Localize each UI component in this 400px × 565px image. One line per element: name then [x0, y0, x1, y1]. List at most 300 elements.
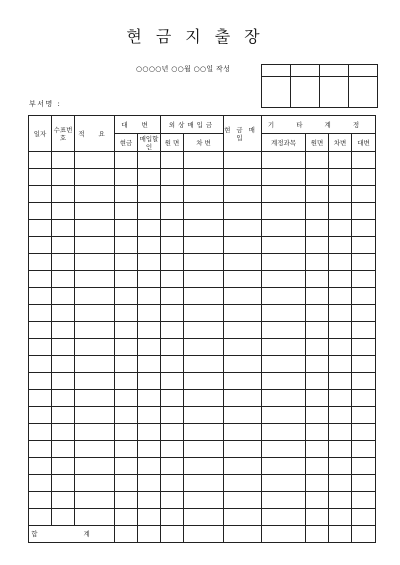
cell-voucher[interactable] [52, 203, 75, 220]
cell-credit[interactable] [352, 220, 376, 237]
cell-ap-page[interactable] [161, 322, 184, 339]
total-cell[interactable] [138, 526, 161, 543]
cell-ap-page[interactable] [161, 152, 184, 169]
cell-account[interactable] [262, 152, 306, 169]
cell-voucher[interactable] [52, 390, 75, 407]
cell-cash[interactable] [115, 237, 138, 254]
cell-purchase-discount[interactable] [138, 475, 161, 492]
cell-ap-page[interactable] [161, 186, 184, 203]
cell-account[interactable] [262, 458, 306, 475]
cell-summary[interactable] [75, 288, 115, 305]
page-title: 현금지출장 [126, 27, 274, 46]
cell-purchase-discount[interactable] [138, 169, 161, 186]
cell-summary[interactable] [75, 441, 115, 458]
cell-ap-debit[interactable] [184, 169, 224, 186]
cell-ap-page[interactable] [161, 373, 184, 390]
cell-page[interactable] [306, 288, 329, 305]
total-cell[interactable] [115, 526, 138, 543]
cell-ap-page[interactable] [161, 509, 184, 526]
cell-page[interactable] [306, 220, 329, 237]
cell-purchase-discount[interactable] [138, 492, 161, 509]
cell-ap-debit[interactable] [184, 237, 224, 254]
cell-page[interactable] [306, 441, 329, 458]
cell-purchase-discount[interactable] [138, 322, 161, 339]
cell-cash-purchase[interactable] [224, 169, 262, 186]
cell-debit[interactable] [329, 475, 352, 492]
cell-ap-debit[interactable] [184, 339, 224, 356]
cell-summary[interactable] [75, 271, 115, 288]
cell-page[interactable] [306, 458, 329, 475]
cell-ap-page[interactable] [161, 458, 184, 475]
cell-date[interactable] [29, 169, 52, 186]
cell-debit[interactable] [329, 254, 352, 271]
cell-purchase-discount[interactable] [138, 220, 161, 237]
cell-voucher[interactable] [52, 237, 75, 254]
cell-date[interactable] [29, 373, 52, 390]
cell-summary[interactable] [75, 475, 115, 492]
cell-cash-purchase[interactable] [224, 203, 262, 220]
cell-ap-page[interactable] [161, 271, 184, 288]
cell-debit[interactable] [329, 390, 352, 407]
cell-summary[interactable] [75, 458, 115, 475]
cell-debit[interactable] [329, 458, 352, 475]
col-debit-header: 차변 [329, 134, 352, 152]
cell-date[interactable] [29, 288, 52, 305]
cell-ap-debit[interactable] [184, 152, 224, 169]
cell-cash[interactable] [115, 373, 138, 390]
cell-cash[interactable] [115, 305, 138, 322]
cell-debit[interactable] [329, 305, 352, 322]
cell-credit[interactable] [352, 322, 376, 339]
cell-cash-purchase[interactable] [224, 441, 262, 458]
cell-credit[interactable] [352, 424, 376, 441]
cell-purchase-discount[interactable] [138, 509, 161, 526]
cell-credit[interactable] [352, 339, 376, 356]
cell-cash-purchase[interactable] [224, 220, 262, 237]
cell-ap-page[interactable] [161, 424, 184, 441]
cell-cash[interactable] [115, 220, 138, 237]
cell-account[interactable] [262, 169, 306, 186]
cell-account[interactable] [262, 509, 306, 526]
cell-page[interactable] [306, 203, 329, 220]
cell-account[interactable] [262, 288, 306, 305]
total-cell[interactable] [184, 526, 224, 543]
approval-cell[interactable] [262, 65, 291, 77]
cell-cash-purchase[interactable] [224, 509, 262, 526]
cell-ap-page[interactable] [161, 407, 184, 424]
cell-date[interactable] [29, 203, 52, 220]
total-cell[interactable] [224, 526, 262, 543]
cell-summary[interactable] [75, 373, 115, 390]
cell-voucher[interactable] [52, 169, 75, 186]
cell-purchase-discount[interactable] [138, 288, 161, 305]
cell-summary[interactable] [75, 203, 115, 220]
cell-cash-purchase[interactable] [224, 152, 262, 169]
cell-cash[interactable] [115, 186, 138, 203]
cell-credit[interactable] [352, 186, 376, 203]
cell-voucher[interactable] [52, 356, 75, 373]
cell-debit[interactable] [329, 203, 352, 220]
cell-page[interactable] [306, 322, 329, 339]
cell-cash[interactable] [115, 271, 138, 288]
cell-purchase-discount[interactable] [138, 339, 161, 356]
cell-debit[interactable] [329, 271, 352, 288]
cell-ap-page[interactable] [161, 305, 184, 322]
cell-cash-purchase[interactable] [224, 339, 262, 356]
cell-cash[interactable] [115, 407, 138, 424]
cell-date[interactable] [29, 458, 52, 475]
cell-date[interactable] [29, 186, 52, 203]
cell-summary[interactable] [75, 390, 115, 407]
cell-ap-debit[interactable] [184, 458, 224, 475]
cell-debit[interactable] [329, 407, 352, 424]
cell-purchase-discount[interactable] [138, 458, 161, 475]
total-cell[interactable] [306, 526, 329, 543]
cell-purchase-discount[interactable] [138, 186, 161, 203]
cell-credit[interactable] [352, 492, 376, 509]
credit-group-header: 대 변 [115, 116, 161, 134]
cell-ap-page[interactable] [161, 220, 184, 237]
cell-page[interactable] [306, 237, 329, 254]
cell-ap-debit[interactable] [184, 407, 224, 424]
cell-account[interactable] [262, 203, 306, 220]
cell-ap-debit[interactable] [184, 254, 224, 271]
header-row-1 [29, 116, 376, 134]
approval-cell[interactable] [291, 77, 320, 108]
cell-purchase-discount[interactable] [138, 254, 161, 271]
cell-voucher[interactable] [52, 305, 75, 322]
cell-credit[interactable] [352, 475, 376, 492]
cell-cash-purchase[interactable] [224, 407, 262, 424]
cell-cash[interactable] [115, 441, 138, 458]
cell-ap-debit[interactable] [184, 356, 224, 373]
cell-debit[interactable] [329, 373, 352, 390]
cell-summary[interactable] [75, 186, 115, 203]
cell-debit[interactable] [329, 441, 352, 458]
cell-ap-debit[interactable] [184, 390, 224, 407]
cell-page[interactable] [306, 356, 329, 373]
cell-date[interactable] [29, 509, 52, 526]
cell-cash[interactable] [115, 356, 138, 373]
table-row [29, 322, 376, 339]
cell-cash-purchase[interactable] [224, 373, 262, 390]
col-account-header: 계정과목 [262, 134, 306, 152]
cell-page[interactable] [306, 152, 329, 169]
cell-cash[interactable] [115, 169, 138, 186]
cell-cash-purchase[interactable] [224, 492, 262, 509]
cell-ap-debit[interactable] [184, 220, 224, 237]
cell-ap-page[interactable] [161, 254, 184, 271]
approval-cell[interactable] [349, 77, 378, 108]
cell-page[interactable] [306, 254, 329, 271]
cell-voucher[interactable] [52, 373, 75, 390]
cell-account[interactable] [262, 407, 306, 424]
cell-cash-purchase[interactable] [224, 305, 262, 322]
cell-cash[interactable] [115, 288, 138, 305]
cell-debit[interactable] [329, 152, 352, 169]
cell-purchase-discount[interactable] [138, 356, 161, 373]
cell-cash[interactable] [115, 458, 138, 475]
cell-credit[interactable] [352, 407, 376, 424]
cell-credit[interactable] [352, 458, 376, 475]
cell-cash[interactable] [115, 475, 138, 492]
cell-account[interactable] [262, 237, 306, 254]
cell-date[interactable] [29, 305, 52, 322]
cell-ap-debit[interactable] [184, 441, 224, 458]
cell-ap-debit[interactable] [184, 186, 224, 203]
cell-page[interactable] [306, 492, 329, 509]
cell-date[interactable] [29, 322, 52, 339]
approval-cell[interactable] [291, 65, 320, 77]
cell-page[interactable] [306, 305, 329, 322]
table-row [29, 288, 376, 305]
cell-debit[interactable] [329, 424, 352, 441]
cell-summary[interactable] [75, 492, 115, 509]
cell-account[interactable] [262, 441, 306, 458]
cell-cash[interactable] [115, 339, 138, 356]
cell-purchase-discount[interactable] [138, 203, 161, 220]
cell-cash[interactable] [115, 254, 138, 271]
cell-purchase-discount[interactable] [138, 407, 161, 424]
cell-debit[interactable] [329, 186, 352, 203]
cell-cash[interactable] [115, 152, 138, 169]
cell-debit[interactable] [329, 509, 352, 526]
cell-summary[interactable] [75, 407, 115, 424]
cell-credit[interactable] [352, 288, 376, 305]
cell-date[interactable] [29, 339, 52, 356]
cell-account[interactable] [262, 492, 306, 509]
cell-cash-purchase[interactable] [224, 424, 262, 441]
cell-voucher[interactable] [52, 441, 75, 458]
cell-ap-debit[interactable] [184, 288, 224, 305]
approval-cell[interactable] [262, 77, 291, 108]
cell-ap-page[interactable] [161, 441, 184, 458]
col-cash-purchase-header: 현금매입 [224, 116, 262, 152]
table-row [29, 254, 376, 271]
cell-cash-purchase[interactable] [224, 475, 262, 492]
approval-cell[interactable] [320, 77, 349, 108]
total-cell[interactable] [262, 526, 306, 543]
cell-credit[interactable] [352, 373, 376, 390]
cell-cash-purchase[interactable] [224, 458, 262, 475]
cell-credit[interactable] [352, 441, 376, 458]
cell-page[interactable] [306, 186, 329, 203]
cell-summary[interactable] [75, 152, 115, 169]
col-date-header: 일자 [29, 116, 52, 152]
table-row [29, 220, 376, 237]
cell-ap-debit[interactable] [184, 373, 224, 390]
cell-voucher[interactable] [52, 458, 75, 475]
cell-debit[interactable] [329, 356, 352, 373]
cell-account[interactable] [262, 220, 306, 237]
cell-page[interactable] [306, 407, 329, 424]
cell-summary[interactable] [75, 237, 115, 254]
cell-date[interactable] [29, 492, 52, 509]
cell-ap-debit[interactable] [184, 305, 224, 322]
cell-date[interactable] [29, 441, 52, 458]
cell-page[interactable] [306, 339, 329, 356]
cell-purchase-discount[interactable] [138, 305, 161, 322]
cell-purchase-discount[interactable] [138, 424, 161, 441]
cell-cash[interactable] [115, 424, 138, 441]
cell-credit[interactable] [352, 203, 376, 220]
cell-summary[interactable] [75, 254, 115, 271]
cell-credit[interactable] [352, 509, 376, 526]
cell-summary[interactable] [75, 169, 115, 186]
cell-cash[interactable] [115, 390, 138, 407]
cell-account[interactable] [262, 390, 306, 407]
cell-ap-page[interactable] [161, 492, 184, 509]
cell-page[interactable] [306, 475, 329, 492]
cell-cash[interactable] [115, 203, 138, 220]
cell-ap-page[interactable] [161, 475, 184, 492]
cell-voucher[interactable] [52, 407, 75, 424]
cell-voucher[interactable] [52, 186, 75, 203]
cell-ap-page[interactable] [161, 390, 184, 407]
cell-page[interactable] [306, 373, 329, 390]
cell-credit[interactable] [352, 237, 376, 254]
table-row [29, 356, 376, 373]
cell-page[interactable] [306, 390, 329, 407]
cell-summary[interactable] [75, 322, 115, 339]
cell-ap-page[interactable] [161, 356, 184, 373]
cell-credit[interactable] [352, 271, 376, 288]
cell-voucher[interactable] [52, 339, 75, 356]
cell-date[interactable] [29, 390, 52, 407]
cell-debit[interactable] [329, 237, 352, 254]
cell-account[interactable] [262, 186, 306, 203]
table-row [29, 373, 376, 390]
cell-credit[interactable] [352, 390, 376, 407]
cell-cash-purchase[interactable] [224, 288, 262, 305]
cell-debit[interactable] [329, 339, 352, 356]
cell-summary[interactable] [75, 509, 115, 526]
cell-date[interactable] [29, 254, 52, 271]
cell-date[interactable] [29, 407, 52, 424]
cell-summary[interactable] [75, 339, 115, 356]
cell-date[interactable] [29, 475, 52, 492]
cell-ap-debit[interactable] [184, 475, 224, 492]
cell-account[interactable] [262, 322, 306, 339]
cell-account[interactable] [262, 475, 306, 492]
cell-summary[interactable] [75, 220, 115, 237]
cell-purchase-discount[interactable] [138, 237, 161, 254]
cell-voucher[interactable] [52, 288, 75, 305]
cell-account[interactable] [262, 305, 306, 322]
cell-voucher[interactable] [52, 271, 75, 288]
cell-ap-page[interactable] [161, 288, 184, 305]
cell-account[interactable] [262, 356, 306, 373]
cell-cash-purchase[interactable] [224, 271, 262, 288]
cell-debit[interactable] [329, 220, 352, 237]
cell-account[interactable] [262, 339, 306, 356]
cell-purchase-discount[interactable] [138, 152, 161, 169]
cell-date[interactable] [29, 237, 52, 254]
cell-debit[interactable] [329, 322, 352, 339]
cell-cash[interactable] [115, 492, 138, 509]
cell-ap-debit[interactable] [184, 424, 224, 441]
total-label: 합 계 [29, 526, 115, 543]
cell-cash-purchase[interactable] [224, 390, 262, 407]
cell-voucher[interactable] [52, 475, 75, 492]
cell-purchase-discount[interactable] [138, 373, 161, 390]
approval-cell[interactable] [320, 65, 349, 77]
cell-date[interactable] [29, 152, 52, 169]
cell-ap-debit[interactable] [184, 492, 224, 509]
total-cell[interactable] [329, 526, 352, 543]
table-row [29, 203, 376, 220]
cell-summary[interactable] [75, 356, 115, 373]
cell-purchase-discount[interactable] [138, 441, 161, 458]
approval-cell[interactable] [349, 65, 378, 77]
cell-summary[interactable] [75, 424, 115, 441]
cell-page[interactable] [306, 271, 329, 288]
total-cell[interactable] [161, 526, 184, 543]
cell-summary[interactable] [75, 305, 115, 322]
table-row [29, 475, 376, 492]
cell-ap-page[interactable] [161, 203, 184, 220]
cell-date[interactable] [29, 271, 52, 288]
cell-account[interactable] [262, 271, 306, 288]
cell-voucher[interactable] [52, 322, 75, 339]
cell-credit[interactable] [352, 305, 376, 322]
cell-cash-purchase[interactable] [224, 237, 262, 254]
cell-credit[interactable] [352, 356, 376, 373]
table-row [29, 271, 376, 288]
cell-cash-purchase[interactable] [224, 254, 262, 271]
cell-voucher[interactable] [52, 492, 75, 509]
cell-cash-purchase[interactable] [224, 186, 262, 203]
cell-credit[interactable] [352, 152, 376, 169]
cell-voucher[interactable] [52, 220, 75, 237]
cell-page[interactable] [306, 424, 329, 441]
cell-voucher[interactable] [52, 152, 75, 169]
cell-ap-page[interactable] [161, 237, 184, 254]
cell-purchase-discount[interactable] [138, 390, 161, 407]
cell-account[interactable] [262, 254, 306, 271]
cell-voucher[interactable] [52, 424, 75, 441]
cell-debit[interactable] [329, 492, 352, 509]
cell-voucher[interactable] [52, 254, 75, 271]
cell-ap-debit[interactable] [184, 322, 224, 339]
cell-cash-purchase[interactable] [224, 356, 262, 373]
cell-ap-debit[interactable] [184, 509, 224, 526]
cell-debit[interactable] [329, 169, 352, 186]
cell-ap-page[interactable] [161, 339, 184, 356]
cell-date[interactable] [29, 424, 52, 441]
cell-account[interactable] [262, 424, 306, 441]
cell-purchase-discount[interactable] [138, 271, 161, 288]
col-ap-page-header: 원 면 [161, 134, 184, 152]
cell-credit[interactable] [352, 169, 376, 186]
cell-ap-debit[interactable] [184, 203, 224, 220]
cell-ap-debit[interactable] [184, 271, 224, 288]
cell-debit[interactable] [329, 288, 352, 305]
total-cell[interactable] [352, 526, 376, 543]
cell-voucher[interactable] [52, 509, 75, 526]
cell-date[interactable] [29, 220, 52, 237]
cell-ap-page[interactable] [161, 169, 184, 186]
date-line: ○○○○년 ○○월 ○○일 작성 [136, 65, 231, 73]
cell-date[interactable] [29, 356, 52, 373]
cell-page[interactable] [306, 169, 329, 186]
cell-page[interactable] [306, 509, 329, 526]
cell-cash[interactable] [115, 322, 138, 339]
cell-cash-purchase[interactable] [224, 322, 262, 339]
cell-account[interactable] [262, 373, 306, 390]
cell-credit[interactable] [352, 254, 376, 271]
cell-cash[interactable] [115, 509, 138, 526]
